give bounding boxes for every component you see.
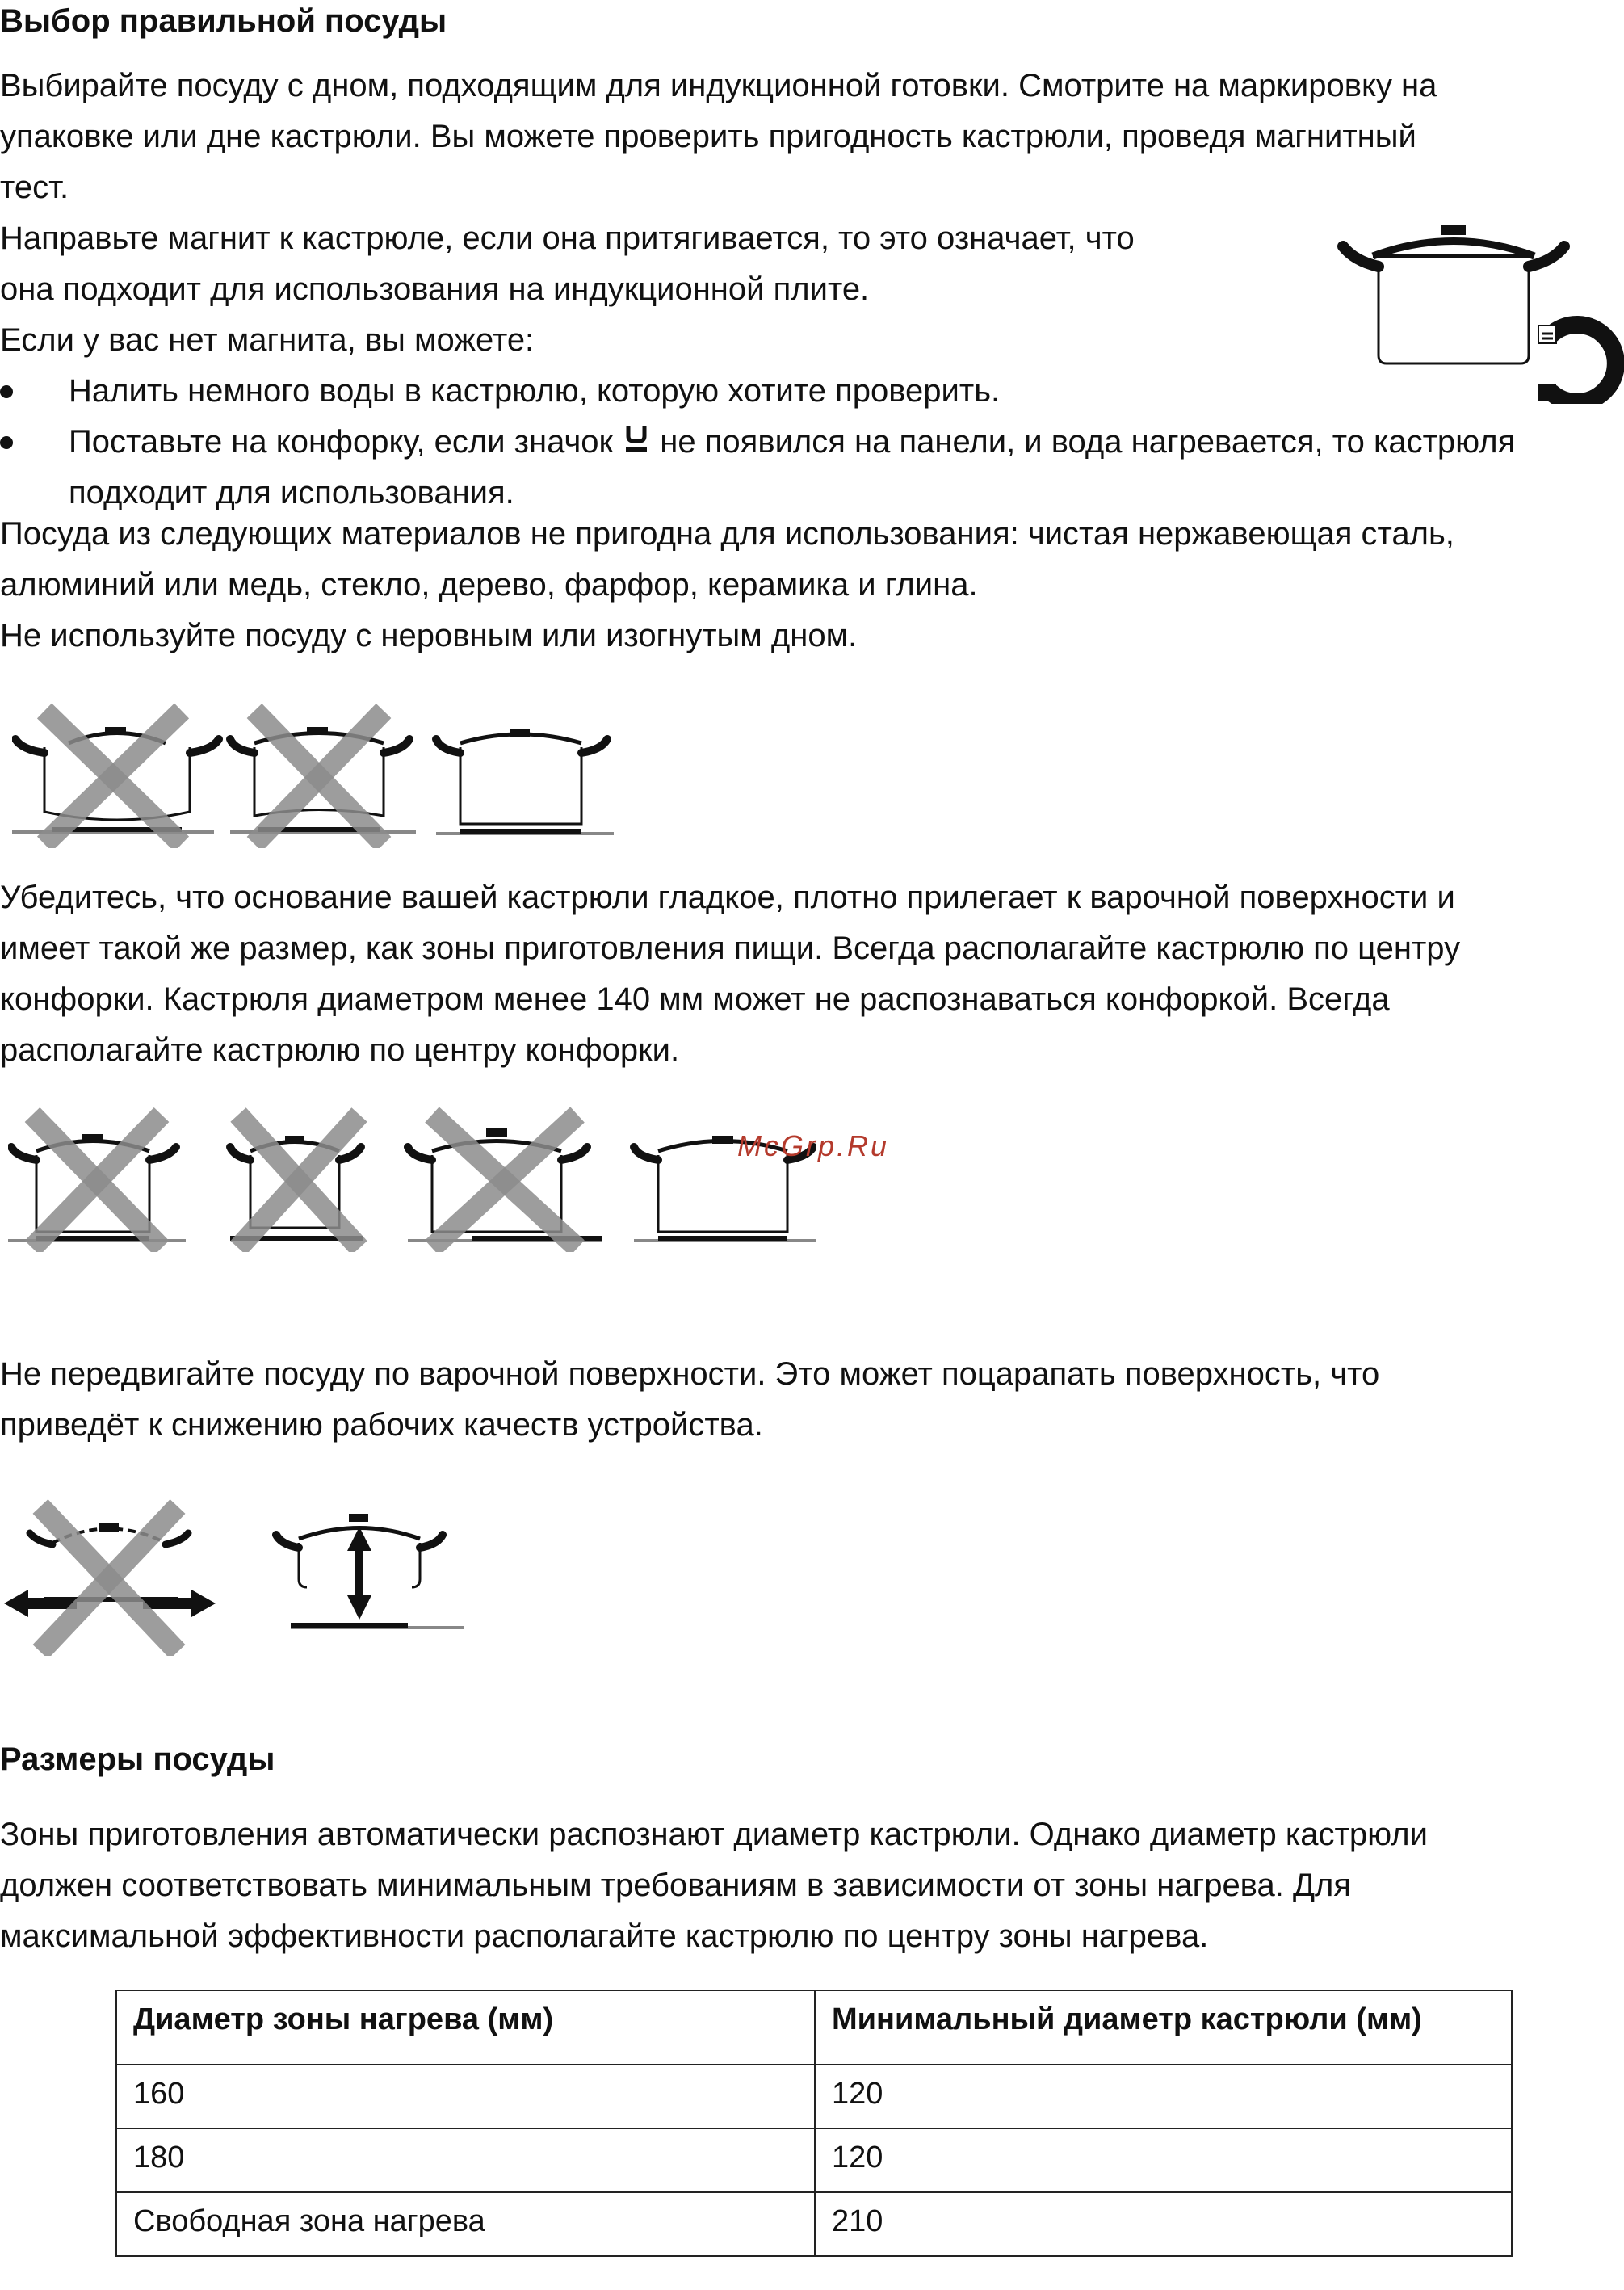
pan-indicator-icon	[622, 423, 651, 456]
table-cell: 120	[815, 2065, 1512, 2128]
size-table	[115, 1990, 1513, 2257]
intro-line: упаковке или дне кастрюли. Вы можете проверить пригодность кастрюли, проведя магнитный	[0, 119, 1416, 154]
watermark: McGrp.Ru	[737, 1129, 890, 1162]
bullet-icon	[0, 385, 13, 398]
base-line: конфорки. Кастрюля диаметром менее 140 мм может не распознаваться конфоркой. Всегда	[0, 981, 1390, 1017]
pot-small-burner-crossed	[8, 1115, 186, 1248]
base-line: располагайте кастрюлю по центру конфорки.	[0, 1032, 680, 1068]
pot-off-center-crossed	[408, 1115, 602, 1248]
materials-paragraph	[0, 509, 1624, 662]
section-heading: Размеры посуды	[0, 1742, 275, 1777]
pot-lift-ok	[276, 1514, 464, 1628]
move-line: Не передвигайте посуду по варочной поверхности. Это может поцарапать поверхность, что	[0, 1356, 1380, 1392]
bullet-text: Налить немного воды в кастрюлю, которую хотите проверить.	[69, 373, 1001, 409]
intro-line: Выбирайте посуду с дном, подходящим для индукционной готовки. Смотрите на маркировку на	[0, 68, 1437, 103]
sizes-line: Зоны приготовления автоматически распознают диаметр кастрюли. Однако диаметр кастрюли	[0, 1817, 1428, 1852]
move-line: приведёт к снижению рабочих качеств устройства.	[0, 1407, 763, 1443]
bullet-icon	[0, 436, 13, 449]
pot-curved-bottom-crossed	[12, 711, 219, 844]
table-cell: 210	[815, 2192, 1512, 2256]
magnet-line: она подходит для использования на индукционной плите.	[0, 271, 870, 307]
table-row	[116, 2065, 1512, 2128]
pot-moving-figures	[4, 1494, 472, 1656]
table-header-cell: Минимальный диаметр кастрюли (мм)	[815, 1990, 1512, 2065]
base-line: имеет такой же размер, как зоны приготовления пищи. Всегда располагайте кастрюлю по центру	[0, 931, 1461, 966]
pot-size-figures	[8, 1107, 816, 1252]
intro-line: тест.	[0, 170, 69, 205]
table-cell: 160	[116, 2065, 815, 2128]
magnet-paragraph	[0, 213, 1292, 366]
pot-sliding-crossed	[4, 1506, 216, 1652]
bullet-continuation: подходит для использования.	[69, 475, 514, 511]
magnet-line: Если у вас нет магнита, вы можете:	[0, 322, 535, 358]
pot-bottom-figures	[12, 703, 626, 848]
sizes-line: максимальной эффективности располагайте кастрюлю по центру зоны нагрева.	[0, 1918, 1209, 1954]
table-cell: 180	[116, 2128, 815, 2192]
pot-flat-bottom-ok	[436, 729, 614, 834]
base-paragraph	[0, 872, 1624, 1076]
table-row	[116, 2128, 1512, 2192]
sizes-line: должен соответствовать минимальным требованиям в зависимости от зоны нагрева. Для	[0, 1868, 1352, 1903]
table-header-cell: Диаметр зоны нагрева (мм)	[116, 1990, 815, 2065]
pot-convex-bottom-crossed	[230, 711, 416, 844]
materials-line: Не используйте посуду с неровным или изогнутым дном.	[0, 618, 858, 653]
materials-line: Посуда из следующих материалов не пригодна для использования: чистая нержавеющая сталь,	[0, 516, 1454, 552]
intro-paragraph	[0, 61, 1615, 213]
materials-line: алюминий или медь, стекло, дерево, фарфор, керамика и глина.	[0, 567, 978, 603]
table-cell: 120	[815, 2128, 1512, 2192]
table-cell: Свободная зона нагрева	[116, 2192, 815, 2256]
table-row	[116, 2192, 1512, 2256]
pot-tiny-crossed	[230, 1115, 363, 1248]
bullet-text: не появился на панели, и вода нагревается, то кастрюля	[660, 424, 1516, 460]
base-line: Убедитесь, что основание вашей кастрюли гладкое, плотно прилегает к варочной поверхности и	[0, 880, 1455, 915]
sizes-paragraph	[0, 1809, 1624, 1962]
bullet-text: Поставьте на конфорку, если значок	[69, 424, 614, 460]
page-title: Выбор правильной посуды	[0, 3, 447, 39]
move-paragraph	[0, 1349, 1624, 1451]
pot-magnet-icon	[1337, 222, 1624, 404]
magnet-line: Направьте магнит к кастрюле, если она притягивается, то это означает, что	[0, 221, 1135, 256]
table-header-row	[116, 1990, 1512, 2065]
